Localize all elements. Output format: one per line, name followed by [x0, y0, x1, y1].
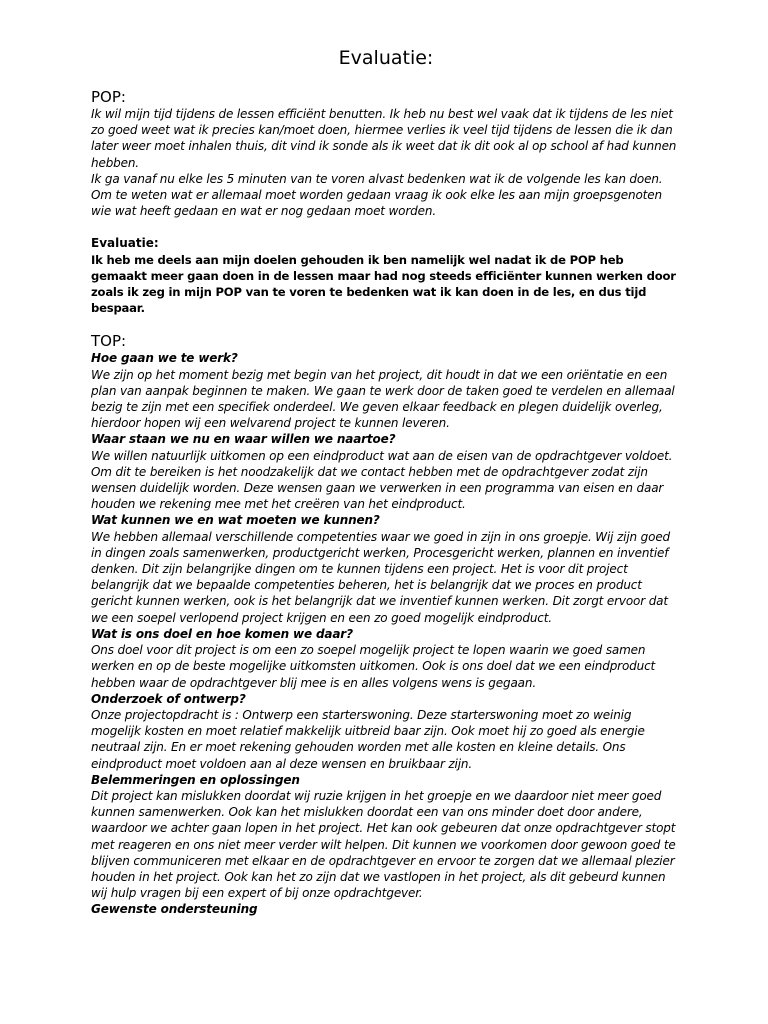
- pop-paragraph-2: Ik ga vanaf nu elke les 5 minuten van te voren alvast bedenken wat ik de volgende les kan doen. Om te weten wat er allemaal moet worden gedaan vraag ik ook elke les aan mijn groepsgenoten wie wat heeft gedaan en wat er nog gedaan moet worden.: [91, 171, 663, 219]
- pop-paragraph-1: Ik wil mijn tijd tijdens de lessen efficiënt benutten. Ik heb nu best wel vaak dat ik tijdens de les niet zo goed weet wat ik precies kan/moet doen, hiermee verlies ik veel tijd tijdens de lessen die ik dan later weer moet inhalen thuis, dit vind ik sonde als ik weet dat ik dit ook al op school af had kunnen hebben.: [91, 107, 677, 170]
- top-section-body-werkwijze: We zijn op het moment bezig met begin van het project, dit houdt in dat we een oriëntatie en een plan van aanpak beginnen te maken. We gaan te werk door de taken goed te verdelen en allemaal bezig te zijn met een specifiek onderdeel. We geven elkaar feedback en plegen duidelijk overleg, hierdoor hopen wij een welvarend project te kunnen leveren.: [91, 367, 675, 431]
- top-section-heading-doel: Wat is ons doel en hoe komen we daar?: [91, 626, 353, 641]
- top-section-heading-belemmeringen: Belemmeringen en oplossingen: [91, 772, 300, 787]
- top-section-heading-werkwijze: Hoe gaan we te werk?: [91, 351, 238, 366]
- top-section-body-doel: Ons doel voor dit project is om een zo soepel mogelijk project te lopen waarin we goed samen werken en op de beste mogelijke uitkomsten uitkomen. Ook is ons doel dat we een eindproduct hebben waar de opdrachtgever blij mee is en alles volgens wens is gegaan.: [91, 643, 656, 690]
- top-section-heading-ondersteuning: Gewenste ondersteuning: [91, 902, 258, 917]
- top-section-body-onderzoek: Onze projectopdracht is : Ontwerp een starterswoning. Deze starterswoning moet zo weinig mogelijk kosten en moet relatief makkelijk uitbreid baar zijn. Ook moet hij zo goed als energie neutraal zijn. En er moet rekening gehouden worden met alle kosten en kleine details. Ons eindproduct moet voldoen aan al deze wensen en bruikbaar zijn.: [91, 707, 645, 771]
- evaluatie-heading: Evaluatie:: [91, 236, 159, 251]
- top-section-body-doelrichting: We willen natuurlijk uitkomen op een eindproduct wat aan de eisen van de opdrachtgever voldoet. Om dit te bereiken is het noodzakelijk dat we contact hebben met de opdrachtgever zodat zijn wensen duidelijk worden. Deze wensen gaan we verwerken in een programma van eisen en daar houden we rekening mee met het creëren van het eindproduct.: [91, 448, 673, 512]
- document-title: Evaluatie:: [338, 47, 434, 69]
- top-section-body-competenties: We hebben allemaal verschillende competenties waar we goed in zijn in ons groepje. Wij zijn goed in dingen zoals samenwerken, productgericht werken, Procesgericht werken, plannen en inventief denken. Dit zijn belangrijke dingen om te kunnen tijdens een project. Het is voor dit project belangrijk dat we bepaalde competenties beheren, het is belangrijk dat we proces en product gericht kunnen werken, ook is het belangrijk dat we inventief kunnen werken. Dit zorgt ervoor dat we een soepel verlopend project krijgen en een zo goed mogelijk eindproduct.: [91, 529, 671, 625]
- pop-heading: POP:: [91, 88, 126, 106]
- top-section-heading-doelrichting: Waar staan we nu en waar willen we naartoe?: [91, 432, 396, 447]
- top-section-body-belemmeringen: Dit project kan mislukken doordat wij ruzie krijgen in het groepje en we daardoor niet meer goed kunnen samenwerken. Ook kan het mislukken doordat een van ons minder doet door andere, waardoor we achter gaan lopen in het project. Het kan ook gebeuren dat onze opdrachtgever stopt met reageren en ons niet meer verder wilt helpen. Dit kunnen we voorkomen door gewoon goed te blijven communiceren met elkaar en de opdrachtgever en ervoor te zorgen dat we allemaal plezier houden in het project. Ook kan het zo zijn dat we vastlopen in het project, als dit gebeurd kunnen wij hulp vragen bij een expert of bij onze opdrachtgever.: [91, 788, 676, 901]
- top-section-heading-competenties: Wat kunnen we en wat moeten we kunnen?: [91, 513, 380, 528]
- top-section-heading-onderzoek: Onderzoek of ontwerp?: [91, 691, 246, 706]
- document-page: [91, 44, 681, 918]
- top-heading: TOP:: [91, 332, 127, 351]
- evaluatie-body: Ik heb me deels aan mijn doelen gehouden ik ben namelijk wel nadat ik de POP heb gemaakt meer gaan doen in de lessen maar had nog steeds efficiënter kunnen werken door zoals ik zeg in mijn POP van te voren te bedenken wat ik kan doen in de les, en dus tijd bespaar.: [91, 252, 676, 316]
